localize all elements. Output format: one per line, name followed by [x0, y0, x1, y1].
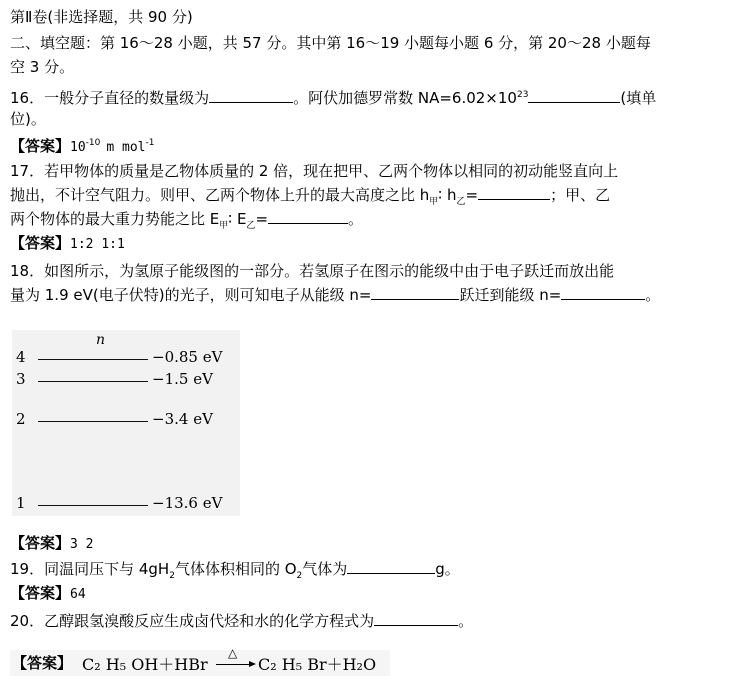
- q17-sub-jia-2: 甲: [219, 221, 229, 231]
- answer-label: 【答案】: [10, 137, 71, 155]
- q18-line2: [10, 284, 660, 306]
- level-4-line: [38, 359, 148, 360]
- q17-text-3c: =: [255, 210, 269, 228]
- q16-blank-2: [528, 88, 620, 103]
- q17-text-3d: 。: [348, 210, 364, 228]
- equation-left: C₂ H₅ OH＋HBr: [82, 655, 208, 674]
- q20-answer-equation: [10, 646, 390, 676]
- q19-text-d: g。: [435, 560, 460, 578]
- answer-label: 【答案】: [12, 654, 73, 672]
- answer-label: 【答案】: [10, 584, 71, 602]
- level-1-line: [38, 505, 148, 506]
- q19-text-a: 19．同温同压下与 4gH: [10, 560, 170, 578]
- q17-answer: [10, 232, 125, 256]
- q18-answer: [10, 532, 94, 556]
- level-1-energy: −13.6 eV: [152, 494, 223, 512]
- q20-text-b: 。: [458, 612, 474, 630]
- section-title: 第Ⅱ卷(非选择题，共 90 分): [10, 8, 193, 26]
- heat-condition-icon: △: [228, 646, 238, 660]
- q17-text-2b: ∶ h: [438, 186, 457, 204]
- q17-line1: 17．若甲物体的质量是乙物体质量的 2 倍，现在把甲、乙两个物体以相同的初动能竖直向上: [10, 162, 619, 180]
- level-2-energy: −3.4 eV: [152, 410, 213, 428]
- q19-answer-text: 64: [70, 587, 86, 602]
- q17-text-3a: 两个物体的最大重力势能之比 E: [10, 210, 220, 228]
- q16-answer: [10, 132, 155, 159]
- level-3-energy: −1.5 eV: [152, 370, 213, 388]
- q20-blank: [374, 611, 458, 626]
- q16-blank-1: [209, 88, 293, 103]
- level-2-line: [38, 421, 148, 422]
- level-2-number: 2: [16, 410, 26, 428]
- q18-blank-2: [561, 285, 645, 300]
- q19-text-c: 气体为: [302, 560, 348, 578]
- q16-text-c: (填单: [620, 89, 657, 107]
- level-3-line: [38, 381, 148, 382]
- level-4-energy: −0.85 eV: [152, 348, 223, 366]
- q16-text-b: 。阿伏加德罗常数 NA=6.02×10: [293, 89, 517, 107]
- q18-answer-text: 3 2: [70, 537, 94, 552]
- level-3-number: 3: [16, 370, 26, 388]
- q19-text-b: 气体体积相同的 O: [174, 560, 297, 578]
- q17-text-3b: ∶ E: [228, 210, 247, 228]
- part2-line1: 二、填空题：第 16～28 小题，共 57 分。其中第 16～19 小题每小题 6 分，第 20～28 小题每: [10, 34, 651, 52]
- part2-line2: 空 3 分。: [10, 58, 75, 76]
- q17-sub-yi-2: 乙: [246, 221, 256, 231]
- answer-label: 【答案】: [10, 534, 71, 552]
- equation-right: C₂ H₅ Br＋H₂O: [258, 655, 377, 674]
- q20-text-a: 20．乙醇跟氢溴酸反应生成卤代烃和水的化学方程式为: [10, 612, 375, 630]
- level-4-number: 4: [16, 348, 26, 366]
- q16-exp: 23: [516, 90, 529, 100]
- q18-text-2b: 跃迁到能级 n=: [459, 286, 562, 304]
- q17-blank-2: [268, 209, 348, 224]
- q20-line1: [10, 610, 473, 632]
- q16-answer-mid: m mol: [106, 140, 146, 155]
- answer-label: 【答案】: [10, 234, 71, 252]
- reaction-arrow-icon: [216, 664, 254, 665]
- q16-answer-exp: -10: [85, 138, 101, 148]
- q17-text-2c: =: [465, 186, 479, 204]
- q17-text-2d: ；甲、乙: [550, 186, 611, 204]
- q19-blank: [347, 559, 435, 574]
- q18-line1: 18．如图所示，为氢原子能级图的一部分。若氢原子在图示的能级中由于电子跃迁而放出能: [10, 262, 615, 280]
- q16-text-a: 16．一般分子直径的数量级为: [10, 89, 210, 107]
- q16-answer-base: 10: [70, 140, 86, 155]
- q17-blank-1: [478, 185, 550, 200]
- diagram-n-label: n: [96, 332, 106, 348]
- q19-sub: 2: [169, 571, 175, 581]
- level-1-number: 1: [16, 494, 26, 512]
- q17-answer-text: 1:2 1:1: [70, 237, 125, 252]
- q16-line1: [10, 84, 656, 109]
- q18-blank-1: [371, 285, 459, 300]
- q17-text-2a: 抛出，不计空气阻力。则甲、乙两个物体上升的最大高度之比 h: [10, 186, 430, 204]
- q18-text-2c: 。: [645, 286, 661, 304]
- q17-sub-jia: 甲: [429, 197, 439, 207]
- q18-text-2a: 量为 1.9 eV(电子伏特)的光子，则可知电子从能级 n=: [10, 286, 372, 304]
- q17-sub-yi: 乙: [456, 197, 466, 207]
- q16-line2: 位)。: [10, 110, 46, 128]
- q16-answer-exp2: -1: [145, 138, 155, 148]
- q19-answer: [10, 582, 86, 606]
- q19-sub2: 2: [296, 571, 303, 581]
- energy-level-diagram: [12, 330, 240, 516]
